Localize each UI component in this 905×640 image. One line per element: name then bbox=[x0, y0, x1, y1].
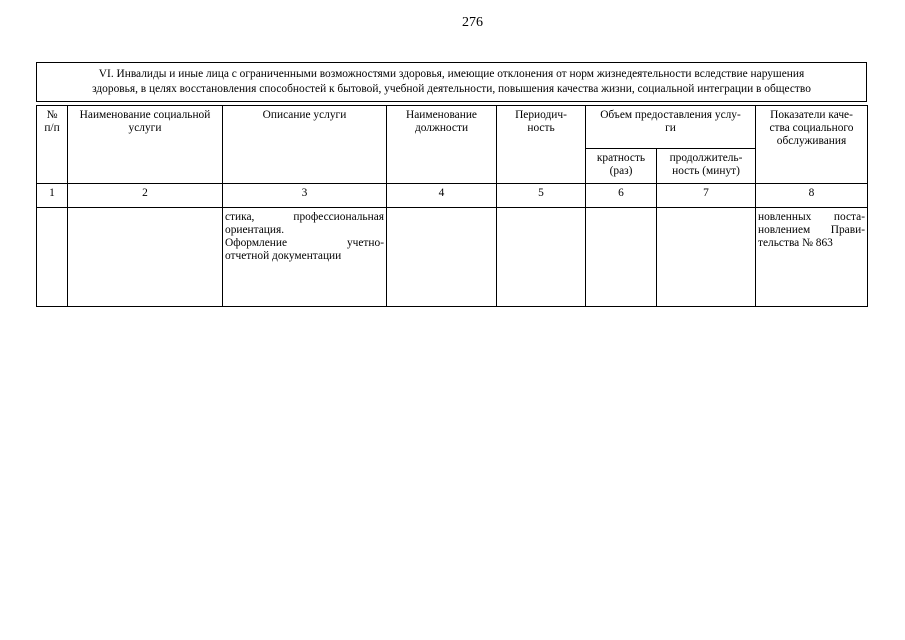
quality-line-1-b: поста- bbox=[833, 211, 865, 223]
header-periodicity-line-2: ность bbox=[527, 122, 555, 134]
header-duration-line-2: ность (минут) bbox=[672, 165, 740, 177]
header-number bbox=[37, 106, 68, 184]
description-line-3 bbox=[225, 237, 384, 250]
header-quality-indicators bbox=[756, 106, 868, 184]
header-row-1 bbox=[37, 106, 868, 149]
section-title-line-2: здоровья, в целях восстановления способностей к бытовой, учебной деятельности, повышения качества жизни, социальной интеграции в общество bbox=[92, 82, 811, 95]
cell-quality-indicators bbox=[756, 208, 868, 307]
column-numbers-row bbox=[37, 184, 868, 208]
cell-frequency bbox=[586, 208, 657, 307]
header-periodicity bbox=[497, 106, 586, 184]
column-number-1: 1 bbox=[37, 184, 68, 208]
table-row bbox=[37, 208, 868, 307]
header-frequency bbox=[586, 149, 657, 184]
cell-description bbox=[223, 208, 387, 307]
header-periodicity-line-1: Периодич- bbox=[515, 109, 567, 121]
section-title bbox=[36, 62, 867, 102]
header-duration-line-1: продолжитель- bbox=[669, 152, 743, 164]
description-line-2: ориентация. bbox=[225, 224, 285, 236]
description-line-4: отчетной документации bbox=[225, 250, 342, 262]
services-table bbox=[36, 105, 868, 307]
header-service-volume-line-1: Объем предоставления услу- bbox=[600, 109, 741, 121]
header-frequency-line-1: кратность bbox=[596, 152, 646, 164]
description-line-3-b: учетно- bbox=[346, 237, 384, 249]
cell-number bbox=[37, 208, 68, 307]
header-position-name-line-1: Наименование bbox=[406, 109, 477, 121]
description-line-1-a: стика, bbox=[225, 211, 255, 223]
header-number-line-1: № bbox=[46, 109, 58, 121]
cell-periodicity bbox=[497, 208, 586, 307]
header-position-name-line-2: должности bbox=[414, 122, 469, 134]
quality-line-2 bbox=[758, 224, 865, 237]
quality-line-1 bbox=[758, 211, 865, 224]
header-service-name-line-2: услуги bbox=[128, 122, 162, 134]
column-number-2: 2 bbox=[68, 184, 223, 208]
column-number-7: 7 bbox=[657, 184, 756, 208]
cell-duration bbox=[657, 208, 756, 307]
header-quality-line-1: Показатели каче- bbox=[770, 109, 853, 121]
header-quality-line-2: ства социального bbox=[769, 122, 854, 134]
header-frequency-line-2: (раз) bbox=[609, 165, 633, 177]
header-quality-line-3: обслуживания bbox=[776, 135, 847, 147]
column-number-6: 6 bbox=[586, 184, 657, 208]
description-line-3-a: Оформление bbox=[225, 237, 288, 249]
quality-line-2-b: Прави- bbox=[830, 224, 865, 236]
description-line-1 bbox=[225, 211, 384, 224]
page-number: 276 bbox=[462, 15, 483, 30]
column-number-5: 5 bbox=[497, 184, 586, 208]
header-service-description: Описание услуги bbox=[223, 106, 387, 184]
column-number-3: 3 bbox=[223, 184, 387, 208]
cell-service-name bbox=[68, 208, 223, 307]
header-service-name-line-1: Наименование социальной bbox=[79, 109, 211, 121]
column-number-4: 4 bbox=[387, 184, 497, 208]
header-duration bbox=[657, 149, 756, 184]
quality-line-1-a: новленных bbox=[758, 211, 812, 223]
cell-position-name bbox=[387, 208, 497, 307]
header-position-name bbox=[387, 106, 497, 184]
description-line-1-b: профессиональная bbox=[293, 211, 384, 223]
quality-line-3: тельства № 863 bbox=[758, 237, 833, 249]
header-number-line-2: п/п bbox=[44, 122, 60, 134]
header-service-volume bbox=[586, 106, 756, 149]
header-service-name bbox=[68, 106, 223, 184]
section-title-line-1: VI. Инвалиды и иные лица с ограниченными возможностями здоровья, имеющие отклонения от норм жизнедеятельности вследствие нарушения bbox=[98, 68, 805, 80]
column-number-8: 8 bbox=[756, 184, 868, 208]
quality-line-2-a: новлением bbox=[758, 224, 811, 236]
header-service-volume-line-2: ги bbox=[665, 122, 676, 134]
